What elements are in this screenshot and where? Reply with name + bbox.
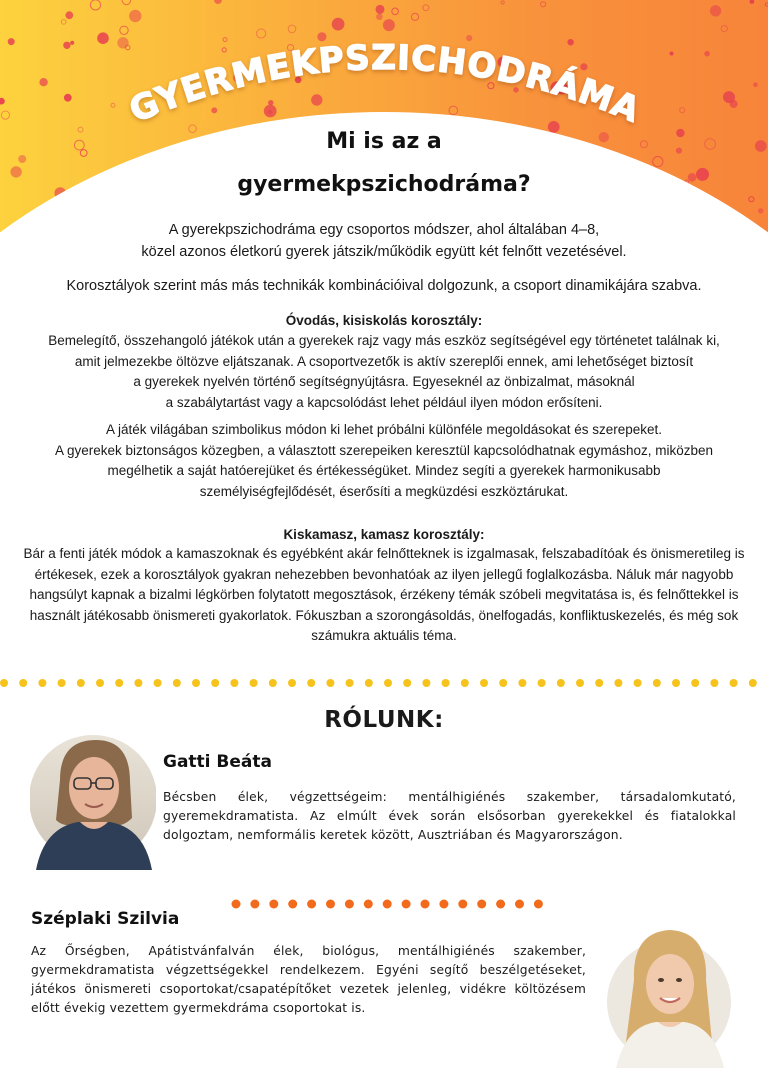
person-2-bio: Az Őrségben, Apátistvánfalván élek, biológus, mentálhigiénés szakember, gyermekdramatista végzettségekkel rendelkezem. Egyéni segítő beszélgetéseket, játékos önismereti csoportokat/csapatépítőket vezetek jelenleg, vidékre költözésem előtt évekig vezettem gyermekdráma csoportokat is. xyxy=(31,944,586,1015)
divider-dot xyxy=(403,679,411,687)
divider-dot xyxy=(614,679,622,687)
divider-dot xyxy=(288,900,297,909)
banner-title xyxy=(0,0,768,150)
divider-dot xyxy=(634,679,642,687)
divider-dot xyxy=(192,679,200,687)
divider-dot xyxy=(538,679,546,687)
yellow-dotted-divider xyxy=(0,676,768,690)
divider-dot xyxy=(595,679,603,687)
text-line: A játék világában szimbolikus módon ki lehet próbálni különféle megoldásokat és szerepeket. xyxy=(105,422,663,437)
divider-dot xyxy=(307,900,316,909)
text-line: a szabálytartást vagy a kapcsolódást lehet például ilyen módon erősíteni. xyxy=(165,394,603,410)
divider-dot xyxy=(518,679,526,687)
divider-dot xyxy=(672,679,680,687)
svg-text:GYERMEKPSZICHODRÁMA xyxy=(124,38,646,131)
avatar-szeplaki-szilvia xyxy=(606,922,732,1068)
teens-paragraph xyxy=(20,544,748,647)
divider-dot xyxy=(422,679,430,687)
divider-dot xyxy=(653,679,661,687)
divider-dot xyxy=(211,679,219,687)
text-line: értékesek, ezek a korosztályok gyakran nehezebben bevonhatóak az ilyen jellegű foglalkozásba. Náluk már nagyobb xyxy=(34,566,734,582)
divider-dot xyxy=(134,679,142,687)
divider-dot xyxy=(421,900,430,909)
divider-dot xyxy=(38,679,46,687)
text-line: használt játékosabb önismereti gyakorlatok. Fókuszban a szorongásoldás, önelfogadás, konfliktuskezelés, és még sok xyxy=(29,607,739,623)
divider-dot xyxy=(173,679,181,687)
divider-dot xyxy=(307,679,315,687)
divider-dot xyxy=(269,900,278,909)
text-line: hangsúlyt kapnak a bizalmi légkörben folytatott megosztások, érzékeny témák szóbeli megvitatása is, és felnőttekkel is xyxy=(29,587,739,603)
kids-paragraph-1 xyxy=(20,331,748,413)
divider-dot xyxy=(496,900,505,909)
divider-dot xyxy=(710,679,718,687)
about-heading: RÓLUNK: xyxy=(324,707,444,733)
text-line: személyiségfejlődését, éserősíti a megküzdési eszköztárukat. xyxy=(199,483,569,499)
divider-dot xyxy=(232,900,241,909)
text-line: Bemelegítő, összehangoló játékok után a gyerekek rajz vagy más eszköz segítségével egy történetet találnak ki, xyxy=(48,333,720,348)
intro-paragraph-1 xyxy=(20,219,748,263)
divider-dot xyxy=(346,679,354,687)
text-line: Bár a fenti játék módok a kamaszoknak és egyébként akár felnőtteknek is izgalmasak, felszabadítóak és önismeretileg is xyxy=(23,546,745,561)
banner-title-text: GYERMEKPSZICHODRÁMA xyxy=(123,37,647,131)
divider-dot xyxy=(477,900,486,909)
divider-dot xyxy=(384,679,392,687)
divider-dot xyxy=(364,900,373,909)
divider-dot xyxy=(250,679,258,687)
text-line: megélhetik a saját hatóerejüket és értékességüket. Mindez segíti a gyerekek harmonikusabb xyxy=(107,463,661,479)
divider-dot xyxy=(461,679,469,687)
intro-line: közel azonos életkorú gyerek játszik/működik együtt két felnőtt vezetésével. xyxy=(141,244,627,260)
divider-dot xyxy=(77,679,85,687)
confetti-dot xyxy=(749,197,754,202)
divider-dot xyxy=(326,900,335,909)
divider-dot xyxy=(557,679,565,687)
intro-paragraph-2: Korosztályok szerint más más technikák kombinációival dolgozunk, a csoport dinamikájára szabva. xyxy=(66,278,702,294)
divider-dot xyxy=(154,679,162,687)
divider-dot xyxy=(439,900,448,909)
divider-dot xyxy=(19,679,27,687)
divider-dot xyxy=(458,900,467,909)
divider-dot xyxy=(515,900,524,909)
teens-section-heading: Kiskamasz, kamasz korosztály: xyxy=(283,527,485,542)
person-1-name: Gatti Beáta xyxy=(163,752,272,772)
text-line: számukra aktuális téma. xyxy=(311,628,457,644)
avatar-gatti-beata xyxy=(30,728,156,870)
divider-dot xyxy=(365,679,373,687)
divider-dot xyxy=(0,679,8,687)
divider-dot xyxy=(499,679,507,687)
divider-dot xyxy=(58,679,66,687)
divider-dot xyxy=(480,679,488,687)
kids-section-heading: Óvodás, kisiskolás korosztály: xyxy=(285,313,483,328)
divider-dot xyxy=(534,900,543,909)
question-line-2: gyermekpszichodráma? xyxy=(237,172,531,197)
divider-dot xyxy=(250,900,259,909)
divider-dot xyxy=(749,679,757,687)
confetti-dot xyxy=(19,156,26,163)
question-line-1: Mi is az a xyxy=(326,129,442,154)
divider-dot xyxy=(96,679,104,687)
text-line: amit jelmezekbe öltözve eljátszanak. A csoportvezetők is aktív szereplői ennek, ami lehetőséget biztosít xyxy=(74,353,694,369)
divider-dot xyxy=(345,900,354,909)
divider-dot xyxy=(230,679,238,687)
divider-dot xyxy=(115,679,123,687)
divider-dot xyxy=(288,679,296,687)
confetti-dot xyxy=(653,157,663,167)
intro-line: A gyerekpszichodráma egy csoportos módszer, ahol általában 4–8, xyxy=(168,222,600,238)
confetti-dot xyxy=(759,209,763,213)
text-line: a gyerekek nyelvén történő segítségnyújtásra. Egyeseknél az önbizalmat, másoknál xyxy=(133,374,635,390)
divider-dot xyxy=(730,679,738,687)
person-1-bio: Bécsben élek, végzettségeim: mentálhigiénés szakember, társadalomkutató, gyeremekdramatista. Az elmúlt évek során elsősorban gyerekekkel és fiatalokkal dolgoztam, nemformális keretek között, Ausztriában és Magyarországon. xyxy=(163,790,736,842)
divider-dot xyxy=(269,679,277,687)
divider-dot xyxy=(442,679,450,687)
text-line: A gyerekek biztonságos közegben, a választott szerepeiken keresztül kapcsolódhatnak egymáshoz, miközben xyxy=(54,442,714,458)
kids-paragraph-2 xyxy=(20,420,748,502)
divider-dot xyxy=(402,900,411,909)
divider-dot xyxy=(576,679,584,687)
person-2-name: Széplaki Szilvia xyxy=(31,909,180,929)
divider-dot xyxy=(326,679,334,687)
divider-dot xyxy=(691,679,699,687)
divider-dot xyxy=(383,900,392,909)
